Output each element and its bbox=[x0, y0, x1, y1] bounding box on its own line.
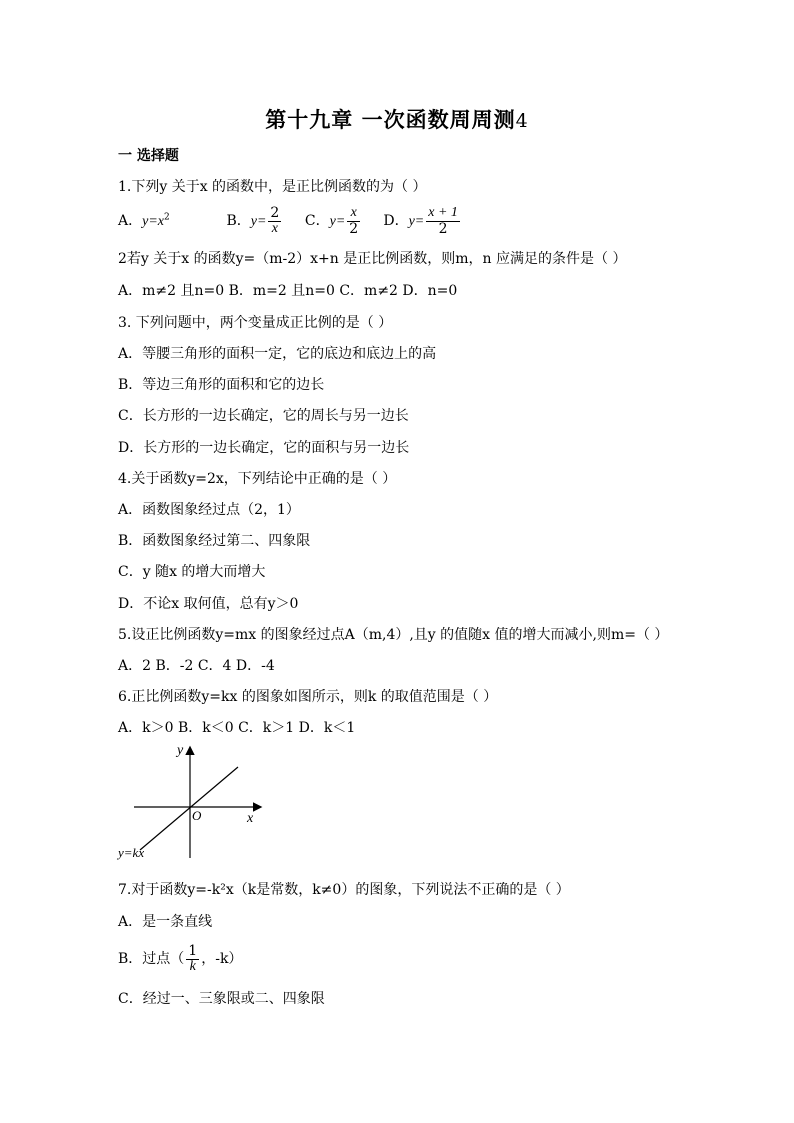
question-5-options: A．2 B．-2 C．4 D．-4 bbox=[118, 658, 275, 674]
option-b-numerator: 2 bbox=[270, 205, 280, 221]
question-3-stem: 3. 下列问题中，两个变量成正比例的是（ ） bbox=[118, 315, 393, 331]
question-4-option-a: A．函数图象经过点（2，1） bbox=[118, 502, 300, 518]
question-7-stem: 7.对于函数y=-k²x（k是常数，k≠0）的图象，下列说法不正确的是（ ） bbox=[118, 882, 570, 898]
origin-label: O bbox=[192, 808, 202, 823]
question-3-option-a: A．等腰三角形的面积一定，它的底边和底边上的高 bbox=[118, 346, 437, 362]
question-2-options: A．m≠2 且n=0 B．m=2 且n=0 C．m≠2 D．n=0 bbox=[118, 283, 458, 299]
question-2-stem: 2若y 关于x 的函数y=（m-2）x+n 是正比例函数，则m，n 应满足的条件是（ ） bbox=[118, 251, 627, 267]
section-heading: 一 选择题 bbox=[118, 148, 179, 164]
option-a-exponent: 2 bbox=[164, 212, 170, 223]
graph-line bbox=[140, 767, 238, 850]
line-label: y=kx bbox=[118, 845, 145, 860]
option-b-fraction bbox=[186, 944, 199, 974]
option-a bbox=[118, 210, 222, 230]
question-1-stem: 1.下列y 关于x 的函数中，是正比例函数的为（ ） bbox=[118, 179, 427, 195]
title-text: 第十九章 一次函数周周测 bbox=[265, 107, 516, 132]
question-5-stem: 5.设正比例函数y=mx 的图象经过点A（m,4）,且y 的值随x 值的增大而减小,则m=（ ） bbox=[118, 627, 669, 643]
question-7-option-a: A．是一条直线 bbox=[118, 914, 213, 930]
option-d-fraction bbox=[426, 206, 460, 236]
page-title bbox=[0, 104, 794, 134]
question-7-option-b bbox=[118, 944, 242, 974]
question-4-stem: 4.关于函数y=2x，下列结论中正确的是（ ） bbox=[118, 471, 397, 487]
option-b bbox=[226, 206, 300, 236]
option-b-lhs: y= bbox=[250, 214, 267, 230]
option-a-label: A． bbox=[118, 213, 143, 230]
question-3-option-b: B．等边三角形的面积和它的边长 bbox=[118, 377, 325, 393]
option-a-expr: y=x bbox=[142, 214, 164, 230]
option-b-prefix: B．过点（ bbox=[118, 951, 185, 968]
option-c bbox=[305, 206, 379, 236]
question-7-option-c: C．经过一、三象限或二、四象限 bbox=[118, 991, 325, 1007]
option-c-numerator: x bbox=[347, 206, 360, 222]
question-4-option-d: D．不论x 取何值，总有y＞0 bbox=[118, 596, 299, 612]
y-axis-label: y bbox=[177, 743, 184, 758]
option-c-label: C． bbox=[304, 213, 330, 230]
option-d-numerator: x + 1 bbox=[428, 205, 458, 220]
option-b-suffix: ，-k） bbox=[201, 951, 243, 968]
option-c-fraction bbox=[347, 206, 360, 236]
option-c-lhs: y= bbox=[329, 214, 346, 230]
question-1-options bbox=[118, 206, 462, 236]
option-b-denominator: k bbox=[189, 958, 196, 974]
question-3-option-d: D．长方形的一边长确定，它的面积与另一边长 bbox=[118, 440, 410, 456]
question-4-option-b: B．函数图象经过第二、四象限 bbox=[118, 533, 311, 549]
option-c-denominator: 2 bbox=[349, 220, 359, 237]
option-b-label: B． bbox=[226, 213, 251, 230]
x-axis-label: x bbox=[247, 811, 254, 826]
option-d-denominator: 2 bbox=[438, 220, 448, 237]
option-d bbox=[383, 206, 462, 236]
proportional-function-graph bbox=[114, 740, 274, 862]
question-3-option-c: C．长方形的一边长确定，它的周长与另一边长 bbox=[118, 408, 409, 424]
question-4-option-c: C．y 随x 的增大而增大 bbox=[118, 564, 266, 580]
option-b-numerator: 1 bbox=[188, 943, 198, 959]
question-6-options: A．k＞0 B．k＜0 C．k＞1 D．k＜1 bbox=[118, 720, 356, 736]
title-number: 4 bbox=[515, 110, 529, 132]
question-6-stem: 6.正比例函数y=kx 的图象如图所示，则k 的取值范围是（ ） bbox=[118, 689, 498, 705]
option-d-lhs: y= bbox=[408, 214, 425, 230]
option-b-fraction bbox=[268, 206, 281, 236]
option-b-denominator: x bbox=[271, 220, 278, 236]
option-d-label: D． bbox=[383, 213, 409, 230]
